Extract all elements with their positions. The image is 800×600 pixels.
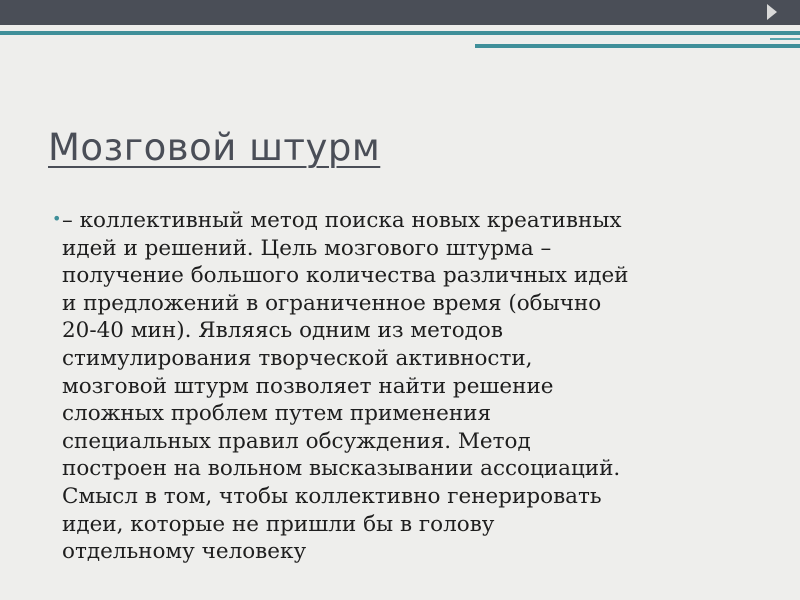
body-text-line: сложных проблем путем применения: [62, 401, 492, 427]
accent-line-right: [475, 44, 800, 48]
bullet-dot-icon: •: [52, 209, 62, 228]
body-text-line: специальных правил обсуждения. Метод: [62, 428, 531, 454]
body-text-line: Смысл в том, чтобы коллективно генерировать: [62, 483, 602, 509]
body-text-line: получение большого количества различных идей: [62, 263, 629, 289]
body-text-line: идеи, которые не пришли бы в голову: [62, 511, 495, 537]
body-text-line: и предложений в ограниченное время (обычно: [62, 290, 602, 316]
body-text-line: идей и решений. Цель мозгового штурма –: [62, 235, 552, 261]
body-text-line: стимулирования творческой активности,: [62, 345, 533, 371]
body-text-line: мозговой штурм позволяет найти решение: [62, 373, 554, 399]
body-text-line: построен на вольном высказывании ассоциаций.: [62, 456, 621, 482]
body-text-line: отдельному человеку: [62, 539, 307, 565]
accent-line-top: [0, 31, 800, 35]
play-triangle-icon: [767, 4, 777, 20]
slide-title: Мозговой штурм: [48, 126, 381, 169]
accent-line-short: [770, 38, 800, 40]
top-decorative-band: [0, 0, 800, 25]
body-text-line: 20-40 мин). Являясь одним из методов: [62, 318, 503, 344]
bullet-content: [52, 207, 762, 566]
body-text-line: – коллективный метод поиска новых креативных: [62, 208, 622, 233]
